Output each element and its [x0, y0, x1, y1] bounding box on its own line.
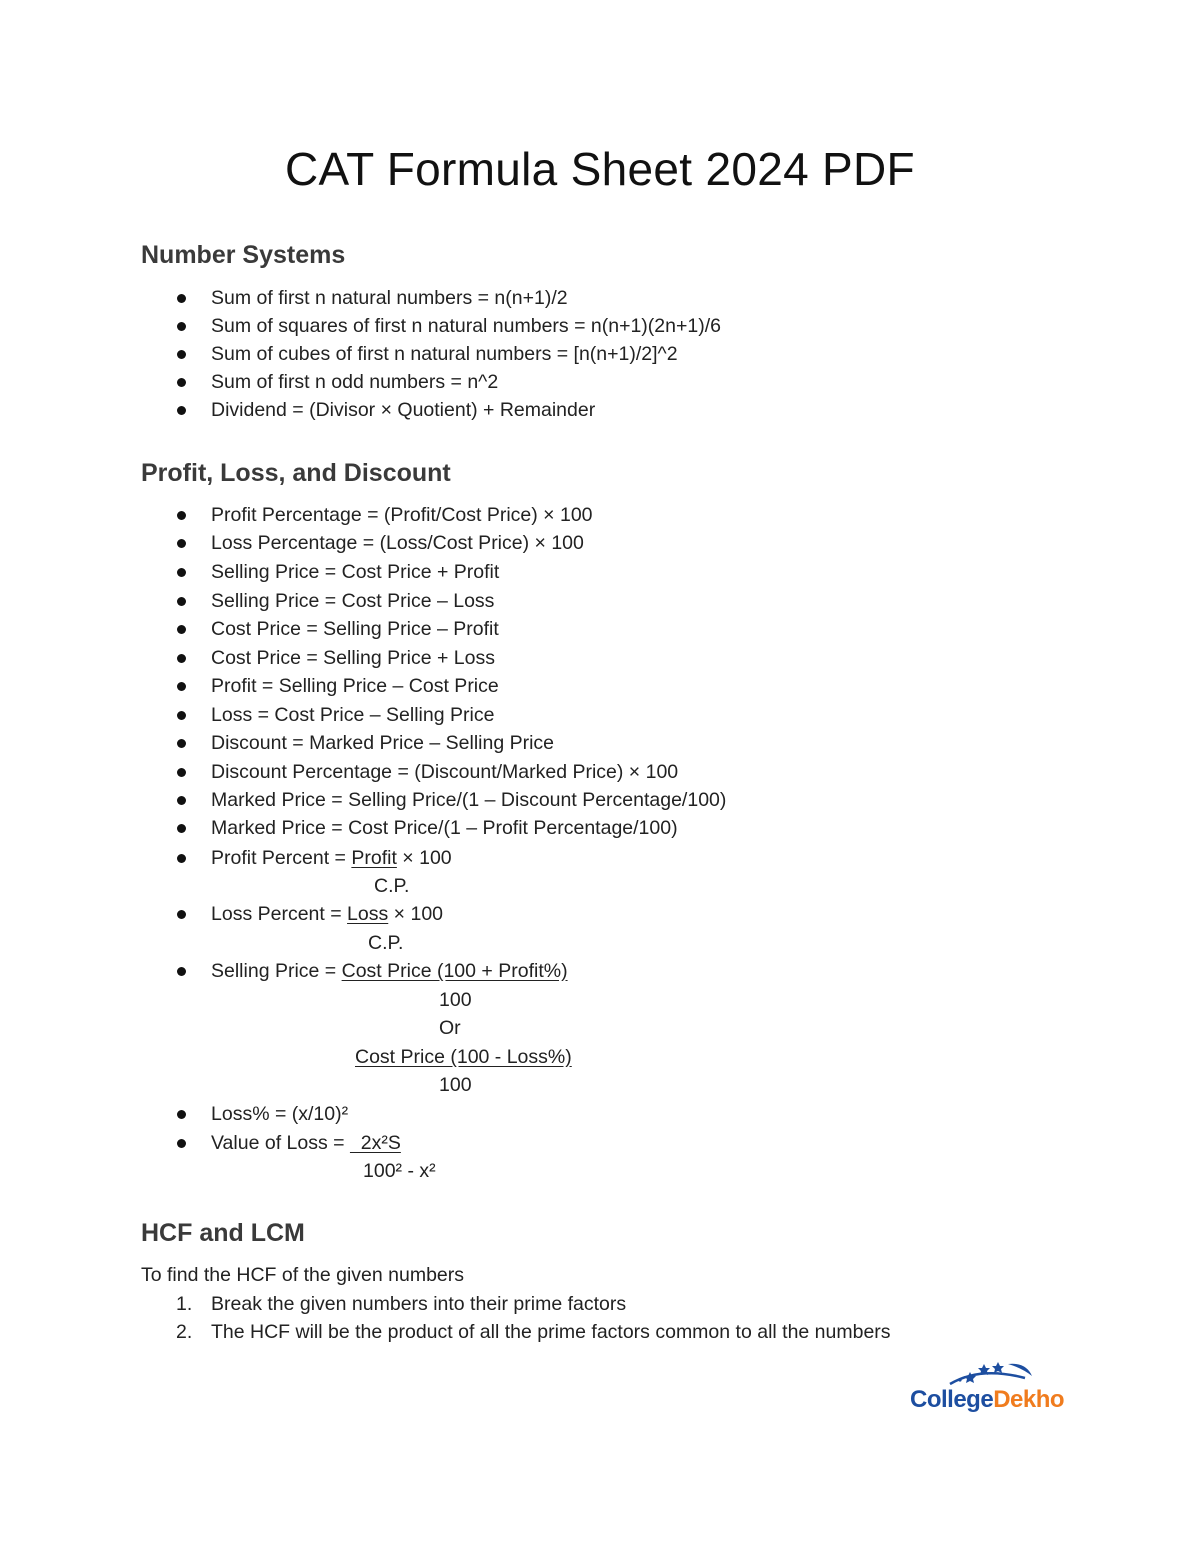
section-heading-profit-loss: Profit, Loss, and Discount	[141, 459, 451, 487]
formula-suffix: × 100	[388, 903, 444, 925]
fraction-numerator: 2x²S	[349, 1132, 401, 1154]
or-label: Or	[439, 1017, 461, 1039]
list-item: Marked Price = Selling Price/(1 – Discount Percentage/100)	[211, 789, 727, 811]
bullet-icon	[177, 711, 186, 720]
list-item: Loss% = (x/10)²	[211, 1103, 349, 1125]
bullet-icon	[177, 739, 186, 748]
list-item: Discount = Marked Price – Selling Price	[211, 732, 555, 754]
bullet-icon	[177, 539, 186, 548]
list-item: Sum of first n natural numbers = n(n+1)/2	[211, 287, 568, 309]
fraction-numerator: Cost Price (100 + Profit%)	[341, 960, 568, 982]
bullet-icon	[177, 967, 186, 976]
fraction-numerator: Profit	[351, 847, 397, 869]
bullet-icon	[177, 625, 186, 634]
list-item: Discount Percentage = (Discount/Marked Price) × 100	[211, 761, 679, 783]
list-item: Selling Price = Cost Price – Loss	[211, 590, 495, 612]
list-item: Break the given numbers into their prime factors	[211, 1293, 627, 1315]
bullet-icon	[177, 824, 186, 833]
fraction-numerator	[355, 1043, 572, 1071]
logo-text-dekho: Dekho	[993, 1386, 1065, 1413]
step-number: 2.	[176, 1321, 193, 1343]
fraction-denominator: C.P.	[374, 875, 410, 897]
fraction-denominator: C.P.	[368, 932, 404, 954]
page-title: CAT Formula Sheet 2024 PDF	[285, 143, 915, 195]
list-item: The HCF will be the product of all the prime factors common to all the numbers	[211, 1321, 891, 1343]
formula-loss-percent	[211, 900, 443, 928]
formula-suffix: × 100	[396, 847, 452, 869]
fraction-denominator: 100	[439, 1074, 472, 1096]
bullet-icon	[177, 597, 186, 606]
hcf-intro: To find the HCF of the given numbers	[141, 1264, 464, 1286]
bullet-icon	[177, 1110, 186, 1119]
bullet-icon	[177, 294, 186, 303]
section-heading-hcf-lcm: HCF and LCM	[141, 1219, 305, 1247]
bullet-icon	[177, 378, 186, 387]
fraction-numerator: Loss	[347, 903, 389, 925]
formula-prefix: Selling Price =	[211, 960, 342, 982]
bullet-icon	[177, 854, 186, 863]
bullet-icon	[177, 322, 186, 331]
list-item: Sum of first n odd numbers = n^2	[211, 371, 499, 393]
list-item: Loss Percentage = (Loss/Cost Price) × 100	[211, 532, 584, 554]
bullet-icon	[177, 406, 186, 415]
list-item: Loss = Cost Price – Selling Price	[211, 704, 495, 726]
logo-text-college: College	[910, 1386, 994, 1413]
fraction-numerator-text: Cost Price (100 - Loss%)	[355, 1046, 572, 1068]
formula-value-of-loss	[211, 1129, 401, 1157]
list-item: Dividend = (Divisor × Quotient) + Remainder	[211, 399, 596, 421]
list-item: Profit Percentage = (Profit/Cost Price) × 100	[211, 504, 593, 526]
list-item: Cost Price = Selling Price + Loss	[211, 647, 495, 669]
bullet-icon	[177, 568, 186, 577]
list-item: Sum of cubes of first n natural numbers = [n(n+1)/2]^2	[211, 343, 678, 365]
list-item: Profit = Selling Price – Cost Price	[211, 675, 499, 697]
step-number: 1.	[176, 1293, 193, 1315]
fraction-denominator: 100² - x²	[363, 1160, 436, 1182]
section-heading-number-systems: Number Systems	[141, 241, 346, 269]
bullet-icon	[177, 654, 186, 663]
bullet-icon	[177, 682, 186, 691]
list-item: Selling Price = Cost Price + Profit	[211, 561, 500, 583]
bullet-icon	[177, 511, 186, 520]
bullet-icon	[177, 768, 186, 777]
bullet-icon	[177, 796, 186, 805]
list-item: Sum of squares of first n natural numbers = n(n+1)(2n+1)/6	[211, 315, 721, 337]
formula-prefix: Profit Percent =	[211, 847, 352, 869]
list-item: Cost Price = Selling Price – Profit	[211, 618, 499, 640]
list-item: Marked Price = Cost Price/(1 – Profit Percentage/100)	[211, 817, 678, 839]
logo-text	[910, 1386, 1064, 1414]
fraction-denominator: 100	[439, 989, 472, 1011]
formula-prefix: Loss Percent =	[211, 903, 348, 925]
collegedekho-logo	[910, 1360, 1065, 1420]
bullet-icon	[177, 350, 186, 359]
bullet-icon	[177, 910, 186, 919]
formula-selling-price	[211, 957, 568, 985]
bullet-icon	[177, 1139, 186, 1148]
formula-profit-percent	[211, 844, 452, 872]
formula-prefix: Value of Loss =	[211, 1132, 350, 1154]
